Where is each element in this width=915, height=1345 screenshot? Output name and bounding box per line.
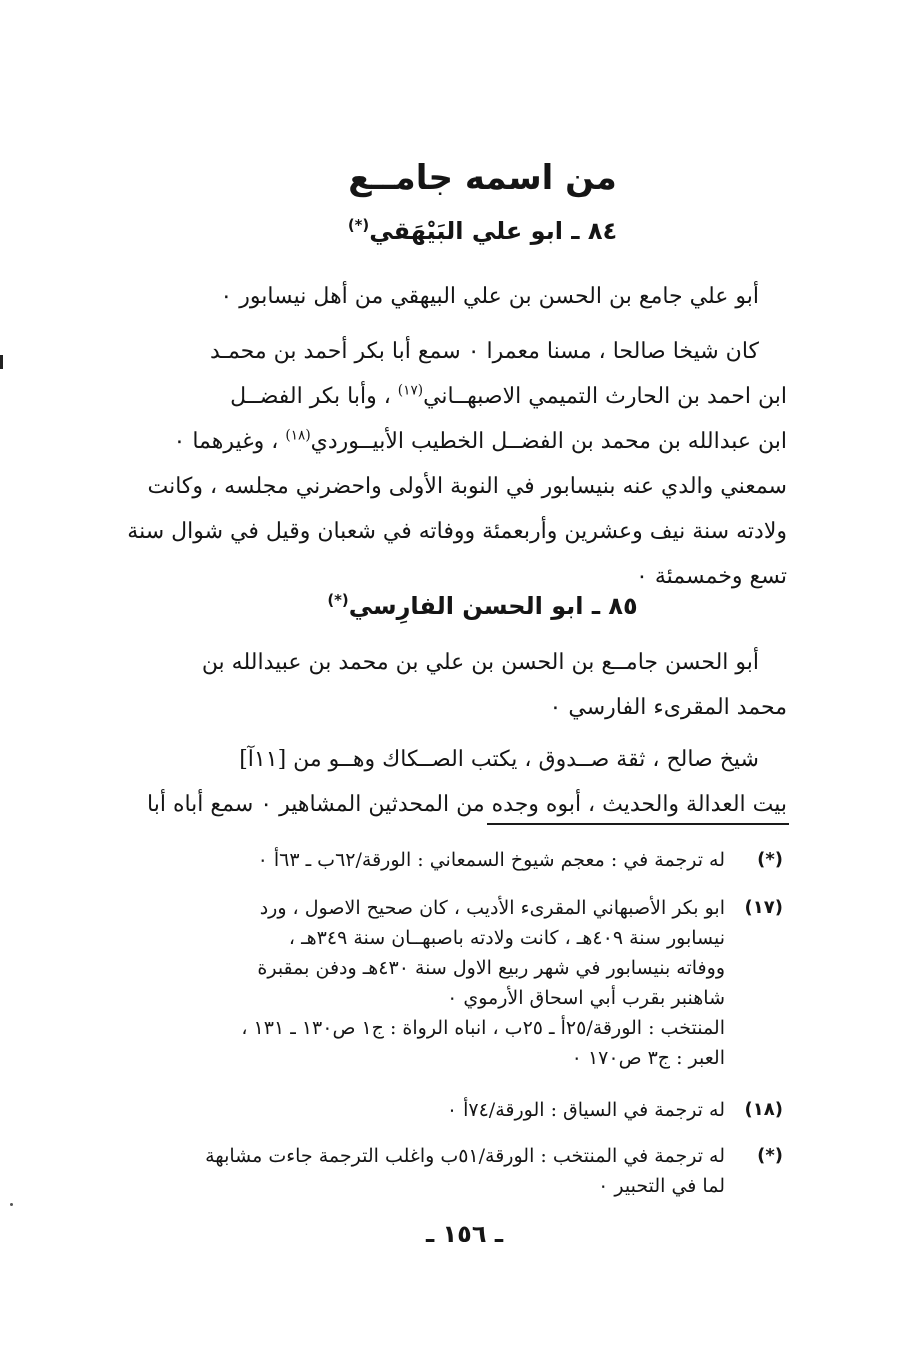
footnote-17-line-5: المنتخب : الورقة/٢٥أ ـ ٢٥ب ، انباه الرواة : ج١ ص١٣٠ ـ ١٣١ ،: [241, 1017, 725, 1039]
footnote-17-line-3: ووفاته بنيسابور في شهر ربيع الاول سنة ٤٣٠هـ ودفن بمقبرة: [257, 957, 725, 979]
page-number: ـ ١٥٦ ـ: [425, 1220, 504, 1248]
entry-84-body-line-6: تسع وخمسمئة ٠: [636, 564, 787, 589]
entry-84-heading: [0, 217, 915, 245]
entry-84-body-line-2a: ابن احمد بن الحارث التميمي الاصبهــاني: [423, 384, 787, 409]
footnote-star-2-text: [133, 1141, 725, 1201]
footnote-17-line-4: شاهنبر بقرب أبي اسحاق الأرموي ٠: [447, 987, 725, 1009]
entry-84-body-line-3b: ، وغيرهما ٠: [173, 429, 286, 454]
scan-edge-mark: [0, 355, 3, 369]
entry-85-heading-mark: (*): [327, 591, 349, 609]
footnote-18-mark: (١٨): [744, 1099, 783, 1120]
entry-85-lead-line-1: أبو الحسن جامــع بن الحسن بن علي بن محمد بن عبيدالله بن: [201, 650, 759, 675]
entry-84-body-line-5: ولادته سنة نيف وعشرين وأربعمئة ووفاته في شعبان وقيل في شوال سنة: [127, 519, 787, 544]
footnote-ref-17: (١٧): [397, 382, 424, 399]
entry-84-lead: [147, 274, 787, 319]
footnote-17-line-6: العبر : ج٣ ص١٧٠ ٠: [571, 1047, 725, 1069]
footnote-18: [133, 1095, 783, 1125]
footnote-star-1: [133, 845, 783, 875]
footnote-star-2-line-2: لما في التحبير ٠: [598, 1175, 725, 1197]
footnote-star-2-line-1: له ترجمة في المنتخب : الورقة/٥١ب واغلب الترجمة جاءت مشابهة: [205, 1145, 725, 1167]
entry-85-body-line-2: بيت العدالة والحديث ، أبوه وجده من المحدثين المشاهير ٠ سمع أباه أبا: [147, 792, 787, 817]
footnote-star-2: [133, 1141, 783, 1201]
footnote-17-mark: (١٧): [744, 897, 783, 918]
footnote-18-text: له ترجمة في السياق : الورقة/٧٤أ ٠: [446, 1099, 725, 1121]
entry-84-lead-line: أبو علي جامع بن الحسن بن علي البيهقي من أهل نيسابور ٠: [220, 284, 759, 309]
entry-85-body-line-1: شيخ صالح ، ثقة صــدوق ، يكتب الصــكاك وهــو من [١١آ]: [239, 747, 759, 772]
scan-speck: [10, 1203, 13, 1206]
footnote-17-text: [133, 893, 725, 1073]
footnote-17: [133, 893, 783, 1073]
entry-84-heading-mark: (*): [347, 216, 370, 234]
entry-84-body-line-3: [147, 419, 787, 464]
entry-84-body-line-3a: ابن عبدالله بن محمد بن الفضــل الخطيب الأبيــوردي: [310, 429, 787, 454]
footnote-star-2-mark: (*): [757, 1145, 783, 1166]
footnote-ref-18: (١٨): [285, 427, 311, 444]
footnote-star-1-text: له ترجمة في : معجم شيوخ السمعاني : الورقة/٦٢ب ـ ٦٣أ ٠: [257, 849, 725, 871]
entry-84-body-line-4: سمعني والدي عنه بنيسابور في النوبة الأولى واحضرني مجلسه ، وكانت: [147, 474, 787, 499]
footnote-17-line-1: ابو بكر الأصبهاني المقرىء الأديب ، كان صحيح الاصول ، ورد: [259, 897, 725, 919]
entry-85-heading: [0, 592, 915, 620]
entry-84-body-line-2b: ، وأبا بكر الفضــل: [230, 384, 398, 409]
entry-84-heading-text: ٨٤ ـ ابو علي البَيْهَقي: [369, 217, 618, 245]
entry-85-lead-line-2: محمد المقرىء الفارسي ٠: [549, 695, 787, 720]
entry-84-body-line-1: كان شيخا صالحا ، مسنا معمرا ٠ سمع أبا بكر أحمد بن محمـد: [209, 339, 759, 364]
entry-84-body-line-2: [147, 374, 787, 419]
entry-85-heading-text: ٨٥ ـ ابو الحسن الفارِسي: [348, 592, 638, 620]
footnote-star-1-mark: (*): [757, 849, 783, 870]
chapter-title: من اسمه جامــع: [348, 158, 617, 198]
footnote-separator: [487, 823, 789, 825]
entry-85-lead: [147, 640, 787, 730]
entry-85-body: [147, 737, 787, 827]
entry-84-body: [127, 329, 787, 599]
footnote-17-line-2: نيسابور سنة ٤٠٩هـ ، كانت ولادته باصبهــان سنة ٣٤٩هـ ،: [288, 927, 725, 949]
